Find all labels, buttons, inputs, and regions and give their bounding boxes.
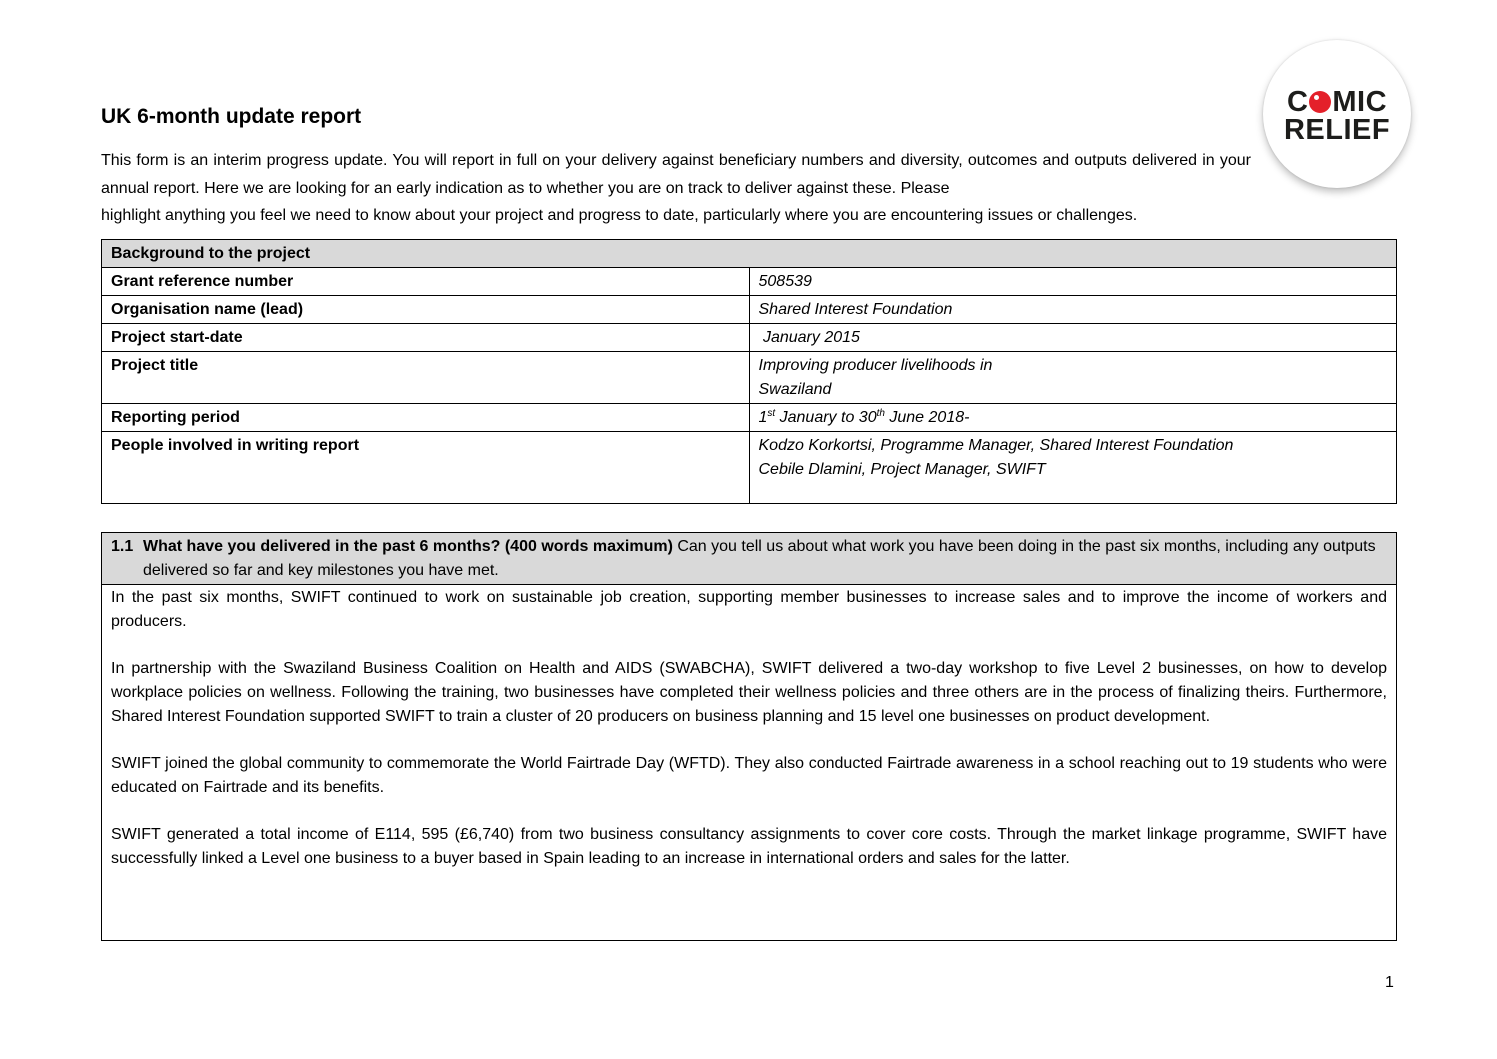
question-1-1-table (101, 532, 1397, 941)
row-label: Organisation name (lead) (102, 296, 750, 324)
table-row (102, 404, 1397, 432)
answer-paragraph: In partnership with the Swaziland Business Coalition on Health and AIDS (SWABCHA), SWIFT delivered a two-day workshop to five Level 2 businesses, on how to develop workplace policies on wellness. Following the training, two businesses have completed their wellness policies and three others are in the process of finalizing theirs. Furthermore, Shared Interest Foundation supported SWIFT to train a cluster of 20 producers on business planning and 15 level one businesses on product development. (111, 660, 1387, 725)
background-table (101, 239, 1397, 504)
question-heading: What have you delivered in the past 6 months? (400 words maximum) (143, 538, 673, 555)
people-involved-value: Kodzo Korkortsi, Programme Manager, Shared Interest Foundation Cebile Dlamini, Project Manager, SWIFT (749, 432, 1397, 504)
answer-row (102, 585, 1397, 941)
project-title-value: Improving producer livelihoods in Swaziland (749, 352, 1397, 404)
grant-reference-value: 508539 (749, 268, 1397, 296)
row-label: Project title (102, 352, 750, 404)
table-row (102, 268, 1397, 296)
question-prompt: Can you tell us about what work you have been doing in the past six months, including any outputs delivered so far and key milestones you have met. (143, 538, 1376, 579)
row-label: Grant reference number (102, 268, 750, 296)
question-row (102, 533, 1397, 585)
answer-cell (102, 585, 1397, 941)
table-row (102, 324, 1397, 352)
answer-paragraph: SWIFT generated a total income of E114, 595 (£6,740) from two business consultancy assignments to cover core costs. Through the market linkage programme, SWIFT have successfully linked a Level one business to a buyer based in Spain leading to an increase in international orders and sales for the latter. (111, 826, 1387, 867)
answer-paragraph: In the past six months, SWIFT continued to work on sustainable job creation, supporting member businesses to increase sales and to improve the income of workers and producers. (111, 589, 1387, 630)
question-cell (102, 533, 1397, 585)
background-header: Background to the project (102, 240, 1397, 268)
row-label: Reporting period (102, 404, 750, 432)
organisation-name-value: Shared Interest Foundation (749, 296, 1397, 324)
row-label: People involved in writing report (102, 432, 750, 504)
comic-relief-logo: C MIC RELIEF (1263, 40, 1411, 188)
intro-paragraph: This form is an interim progress update. You will report in full on your delivery against beneficiary numbers and diversity, outcomes and outputs delivered in your annual report. Here we are looking for an early indication as to whether you are on track to deliver against these. Please highlight anything you feel we need to know about your project and progress to date, particularly where you are encountering issues or challenges. (101, 152, 1251, 224)
row-label: Project start-date (102, 324, 750, 352)
reporting-period-value: 1st January to 30th June 2018- (749, 404, 1397, 432)
red-nose-icon (1309, 91, 1331, 113)
start-date-value: January 2015 (749, 324, 1397, 352)
table-row (102, 432, 1397, 504)
answer-paragraph: SWIFT joined the global community to commemorate the World Fairtrade Day (WFTD). They also conducted Fairtrade awareness in a school reaching out to 19 students who were educated on Fairtrade and its benefits. (111, 755, 1387, 796)
question-number: 1.1 (111, 538, 134, 555)
table-row (102, 352, 1397, 404)
table-row (102, 296, 1397, 324)
page-title: UK 6-month update report (101, 105, 362, 128)
table-header-row (102, 240, 1397, 268)
page-number: 1 (1385, 974, 1394, 991)
